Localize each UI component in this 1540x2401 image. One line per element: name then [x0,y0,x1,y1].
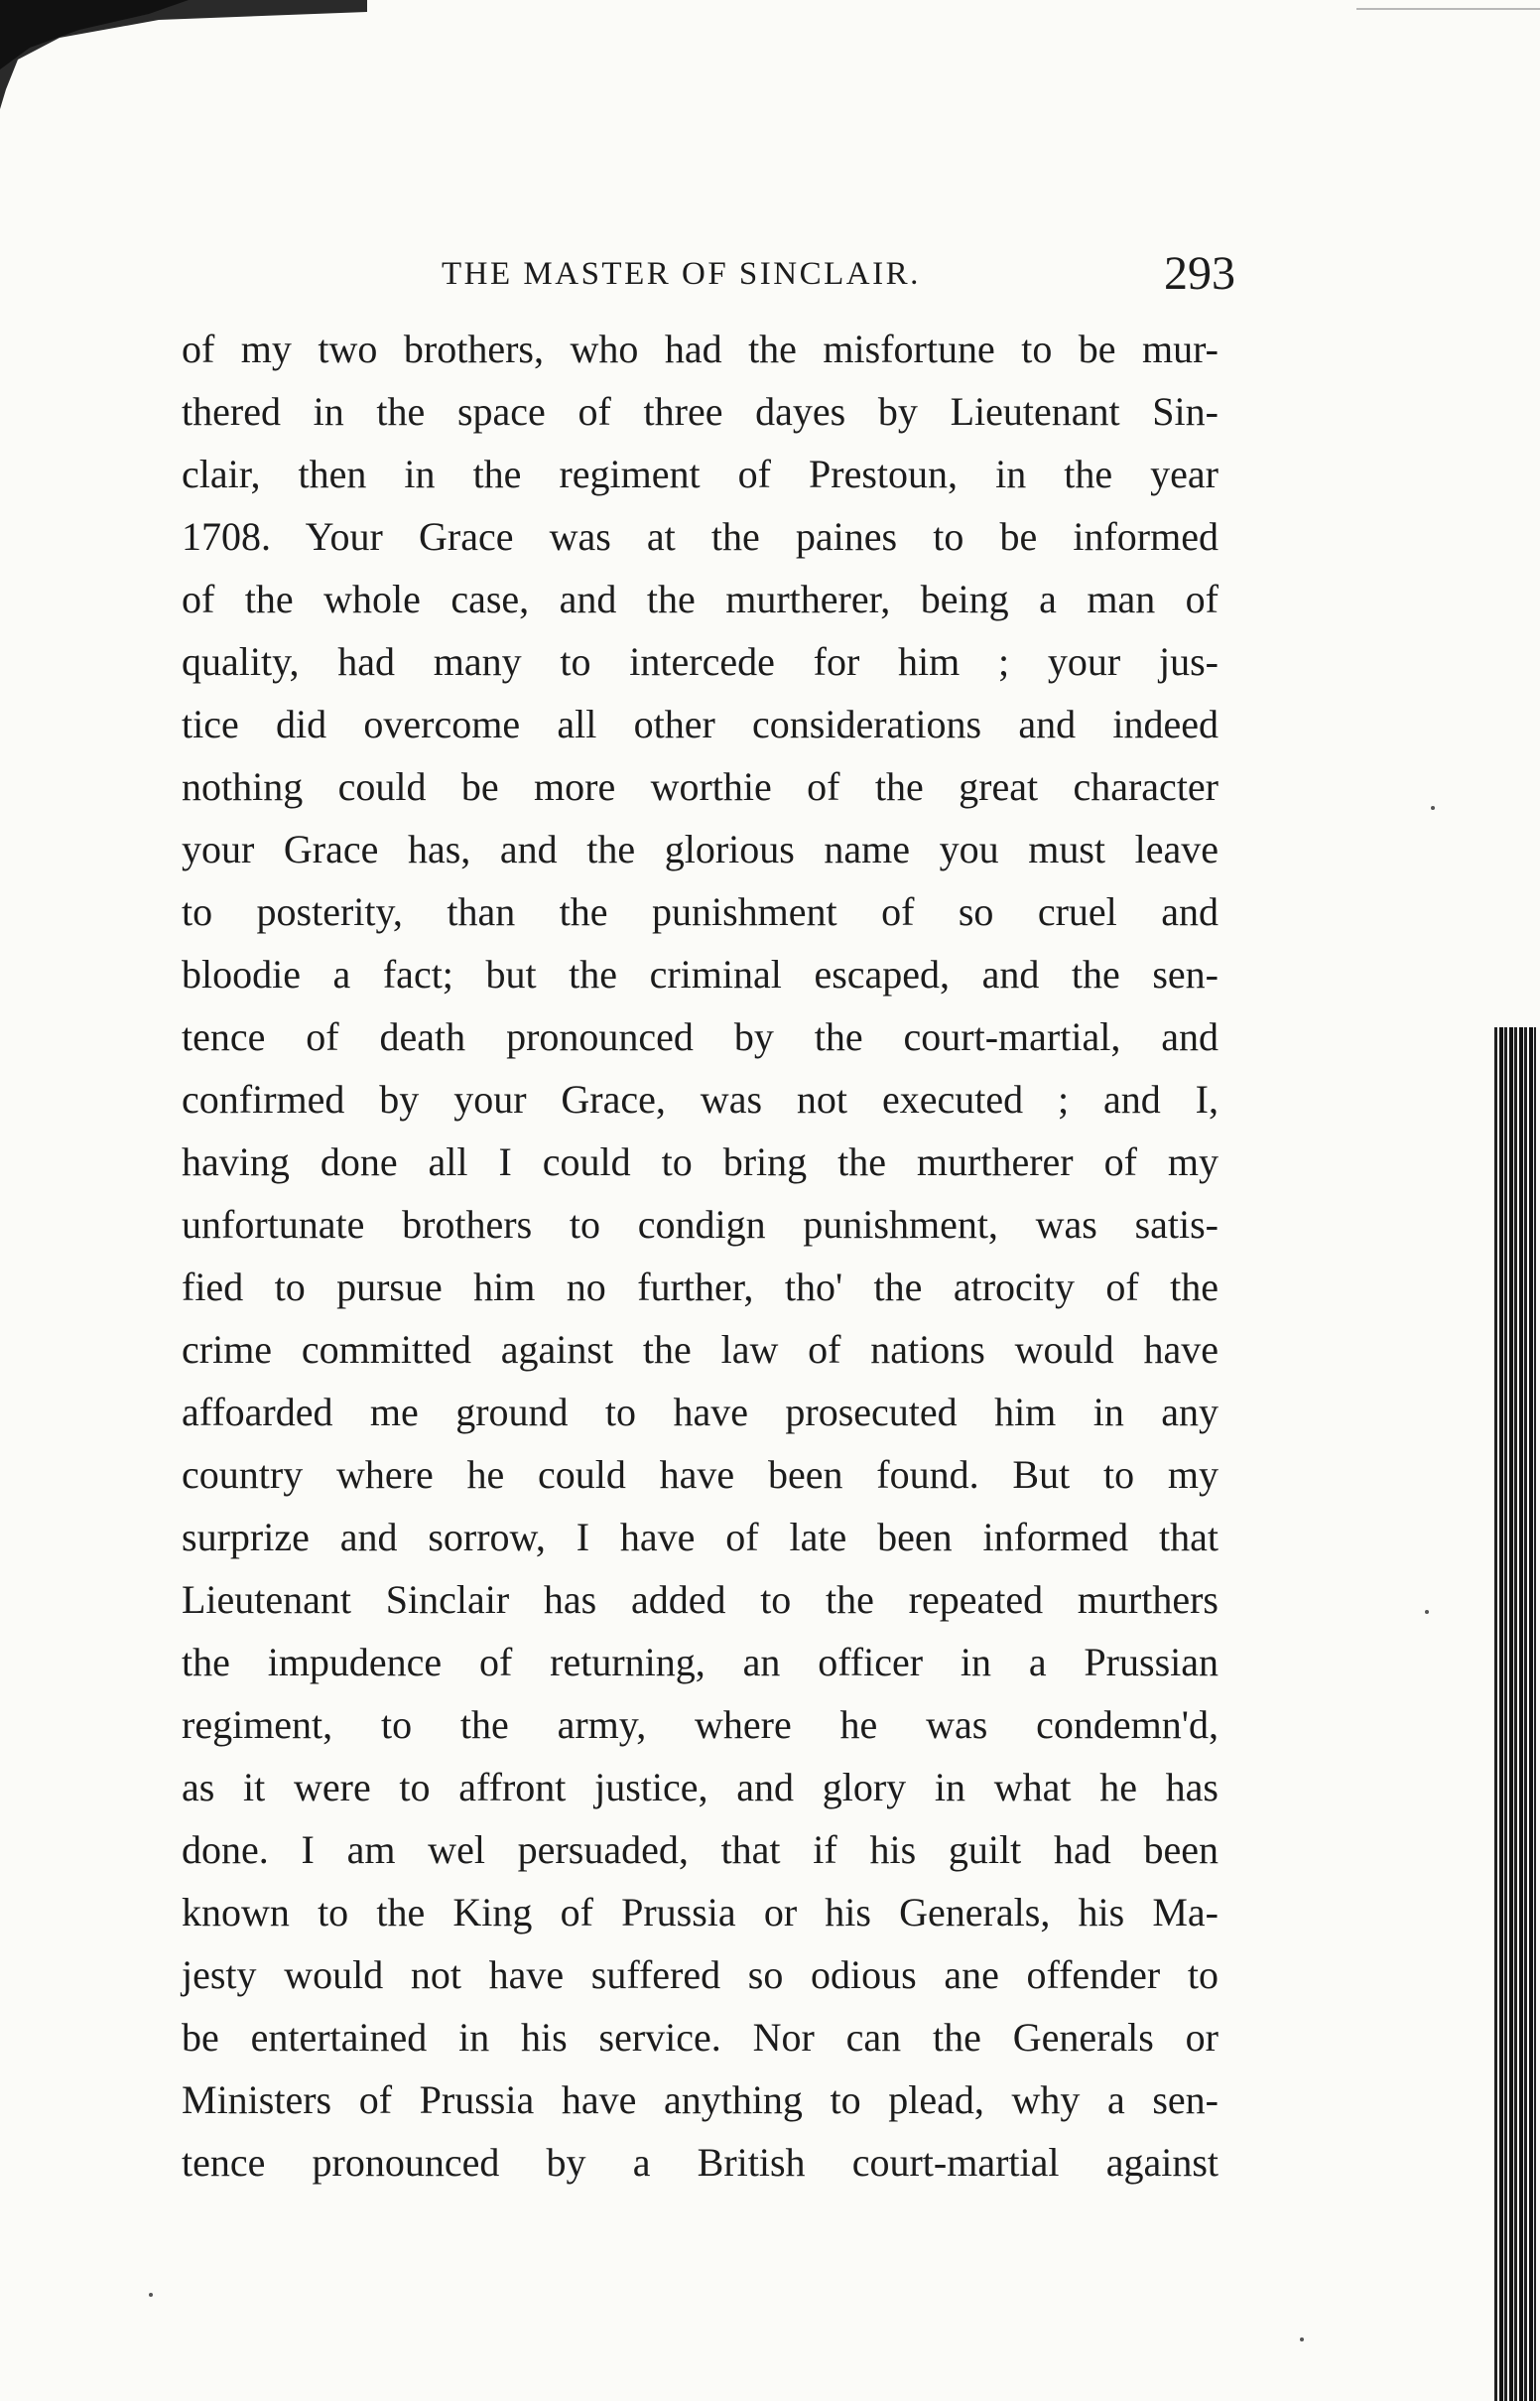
text-line: done. I am wel persuaded, that if his guilt had been [182,1827,1219,1872]
text-line: known to the King of Prussia or his Generals, his Ma- [182,1890,1219,1934]
text-line: thered in the space of three dayes by Lieutenant Sin- [182,389,1219,434]
text-line: regiment, to the army, where he was condemn'd, [182,1702,1219,1747]
text-line: quality, had many to intercede for him ; your jus- [182,639,1219,684]
text-line: Ministers of Prussia have anything to plead, why a sen- [182,2077,1219,2122]
text-line: as it were to affront justice, and glory in what he has [182,1765,1219,1809]
ink-speck [1300,2337,1304,2341]
page-header [442,246,1235,306]
text-line: tence of death pronounced by the court-martial, and [182,1014,1219,1059]
text-line: having done all I could to bring the murtherer of my [182,1139,1219,1184]
text-line: 1708. Your Grace was at the paines to be informed [182,514,1219,559]
text-line: jesty would not have suffered so odious ane offender to [182,1952,1219,1997]
text-line: tice did overcome all other considerations and indeed [182,702,1219,746]
text-line: crime committed against the law of nations would have [182,1327,1219,1372]
ink-speck [1431,806,1435,810]
text-line: bloodie a fact; but the criminal escaped, and the sen- [182,952,1219,997]
body-text [182,318,1219,2194]
text-line: Lieutenant Sinclair has added to the repeated murthers [182,1577,1219,1622]
text-line: of my two brothers, who had the misfortune to be mur- [182,327,1219,371]
text-line: the impudence of returning, an officer in a Prussian [182,1640,1219,1684]
text-line: your Grace has, and the glorious name you must leave [182,827,1219,871]
running-title: THE MASTER OF SINCLAIR. [442,256,921,292]
text-line: of the whole case, and the murtherer, being a man of [182,577,1219,621]
ink-speck [1425,1610,1429,1614]
page-number: 293 [1164,247,1235,300]
scan-corner-artifact [0,0,367,109]
text-line: unfortunate brothers to condign punishment, was satis- [182,1202,1219,1247]
text-line: nothing could be more worthie of the great character [182,764,1219,809]
scan-edge-line [1356,8,1540,10]
text-line: affoarded me ground to have prosecuted him in any [182,1390,1219,1434]
scan-page-edge [1494,1027,1536,2401]
ink-speck [149,2293,153,2297]
text-line: clair, then in the regiment of Prestoun, in the year [182,452,1219,496]
text-line: to posterity, than the punishment of so cruel and [182,889,1219,934]
text-line: fied to pursue him no further, tho' the atrocity of the [182,1265,1219,1309]
text-line: surprize and sorrow, I have of late been informed that [182,1515,1219,1559]
text-line: confirmed by your Grace, was not executed ; and I, [182,1077,1219,1122]
text-line: be entertained in his service. Nor can the Generals or [182,2015,1219,2060]
text-line: country where he could have been found. But to my [182,1452,1219,1497]
text-line: tence pronounced by a British court-martial against [182,2140,1219,2185]
